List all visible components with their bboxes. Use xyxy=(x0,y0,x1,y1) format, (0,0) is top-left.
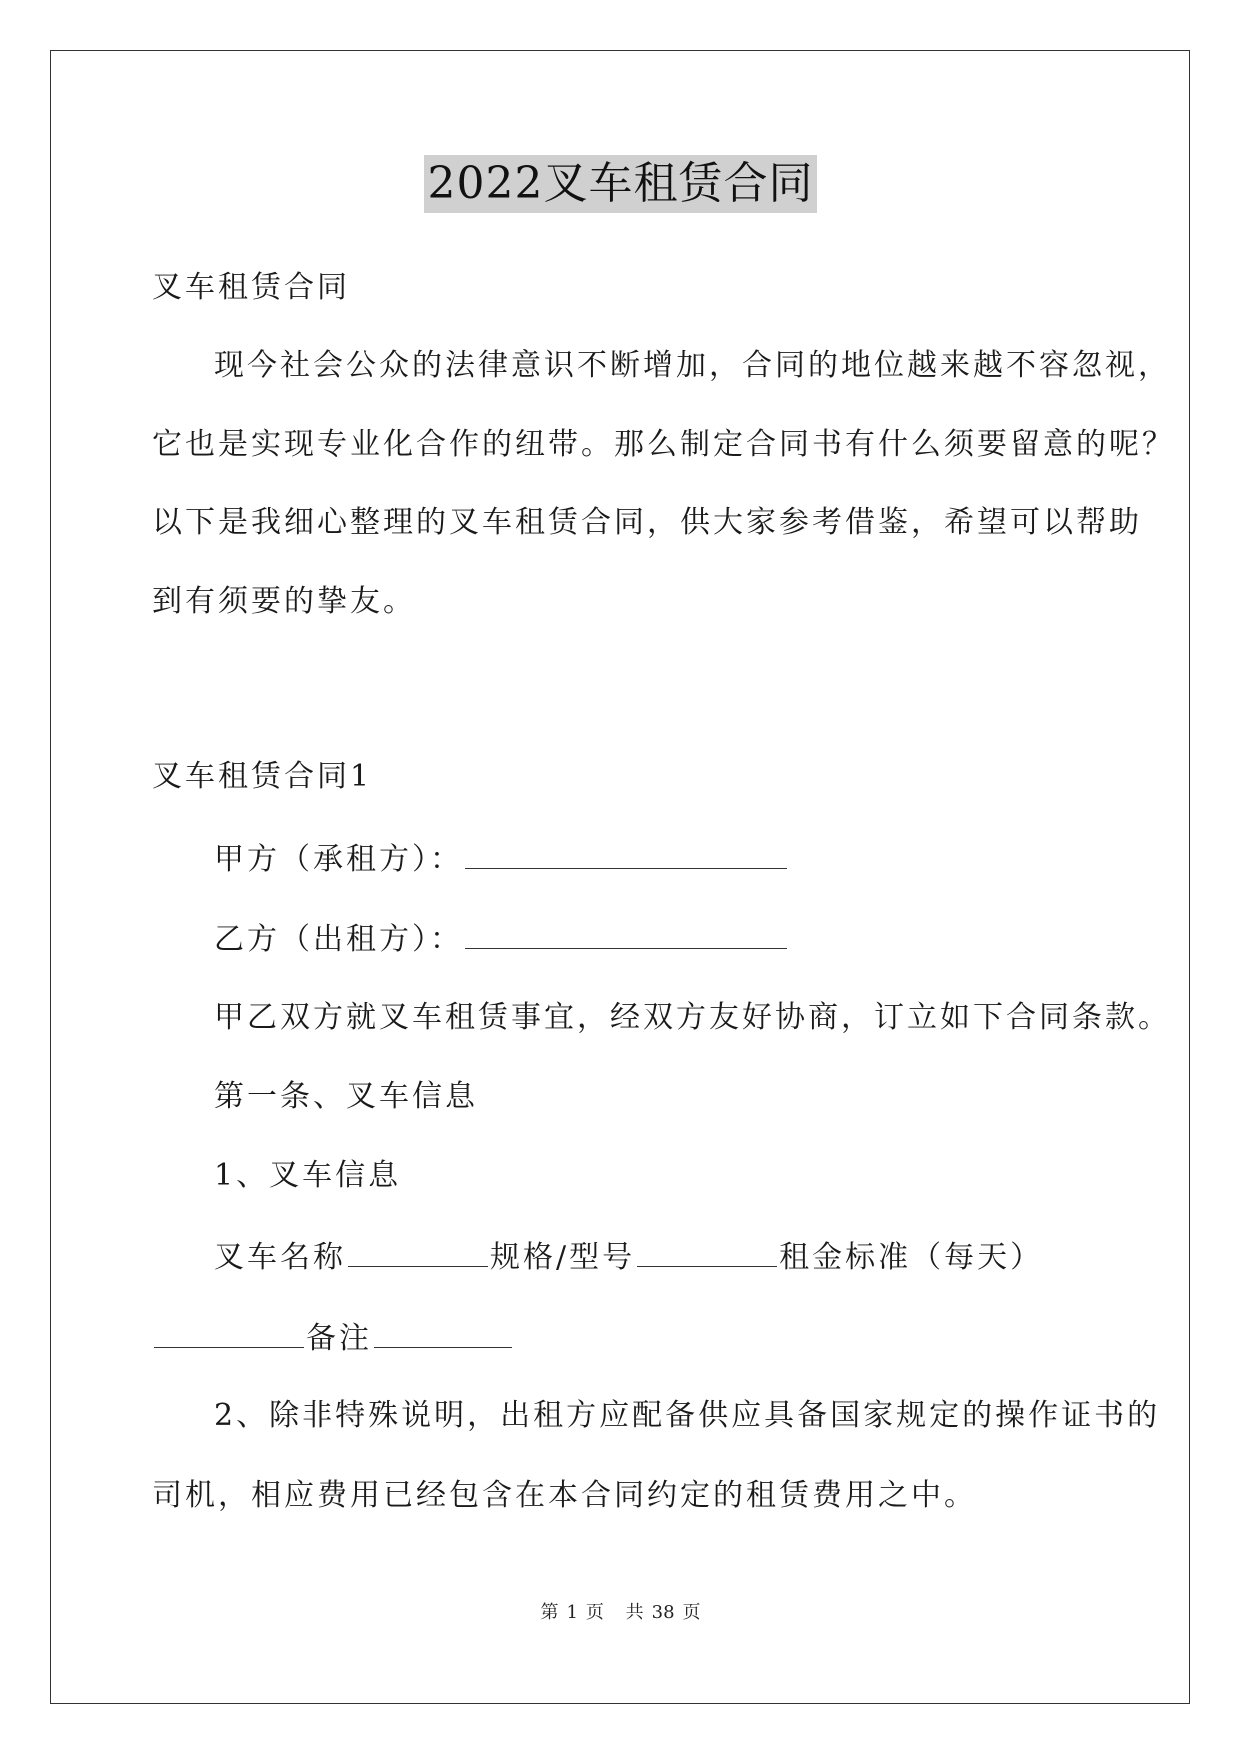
section-title: 叉车租赁合同1 xyxy=(152,759,373,794)
remark-line xyxy=(152,1317,514,1359)
agreement-text: 甲乙双方就叉车租赁事宜，经双方友好协商，订立如下合同条款。 xyxy=(214,1000,1171,1035)
document-subtitle: 叉车租赁合同 xyxy=(152,270,350,305)
total-count: 38 xyxy=(651,1602,675,1623)
page-label-post: 页 xyxy=(585,1602,604,1623)
item-1-heading: 1、叉车信息 xyxy=(214,1158,402,1193)
rent-standard-label: 租金标准（每天） xyxy=(779,1240,1044,1275)
document-title: 2022叉车租赁合同 xyxy=(424,155,818,213)
rent-standard-blank xyxy=(154,1317,304,1348)
total-label-pre: 共 xyxy=(625,1602,644,1623)
party-a-blank xyxy=(465,838,787,869)
page-number xyxy=(536,1602,607,1623)
intro-line-1: 现今社会公众的法律意识不断增加，合同的地位越来越不容忽视， xyxy=(214,348,1171,383)
item-2-line-2: 司机，相应费用已经包含在本合同约定的租赁费用之中。 xyxy=(152,1478,977,1513)
intro-line-2: 它也是实现专业化合作的纽带。那么制定合同书有什么须要留意的呢？ xyxy=(152,427,1175,462)
title-container xyxy=(0,155,1241,213)
item-2-line-1: 2、除非特殊说明，出租方应配备供应具备国家规定的操作证书的 xyxy=(214,1398,1161,1433)
article-1-heading: 第一条、叉车信息 xyxy=(214,1079,478,1114)
spec-model-blank xyxy=(637,1236,777,1267)
page-current: 1 xyxy=(566,1602,578,1623)
forklift-name-blank xyxy=(348,1236,488,1267)
party-b-blank xyxy=(465,918,787,949)
page-footer xyxy=(0,1598,1241,1624)
party-a-line xyxy=(214,838,789,880)
remark-label: 备注 xyxy=(306,1321,372,1356)
remark-blank xyxy=(374,1317,512,1348)
intro-line-3: 以下是我细心整理的叉车租赁合同，供大家参考借鉴，希望可以帮助 xyxy=(152,505,1142,540)
spec-model-label: 规格/型号 xyxy=(490,1240,636,1275)
forklift-info-line xyxy=(214,1236,1043,1278)
party-b-label: 乙方（出租方）： xyxy=(214,922,463,957)
forklift-name-label: 叉车名称 xyxy=(214,1240,346,1275)
total-label-post: 页 xyxy=(682,1602,701,1623)
party-a-label: 甲方（承租方）： xyxy=(214,842,463,877)
page-total xyxy=(622,1602,705,1623)
page-label-pre: 第 xyxy=(540,1602,559,1623)
party-b-line xyxy=(214,918,789,960)
intro-line-4: 到有须要的挚友。 xyxy=(152,584,416,619)
